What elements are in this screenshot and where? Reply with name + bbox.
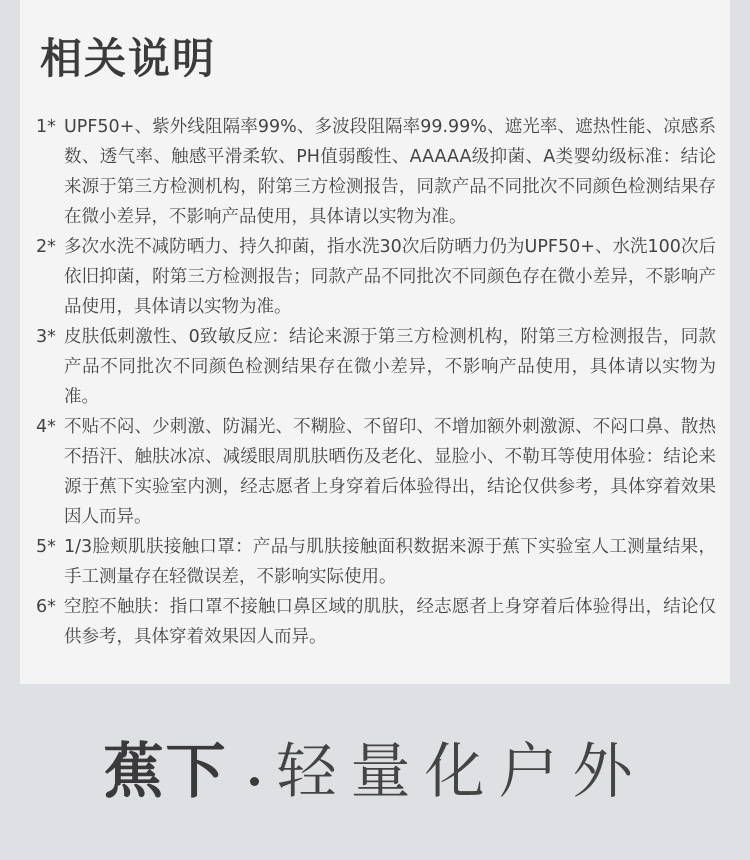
- note-item: [36, 592, 716, 652]
- brand-name: 蕉下: [103, 737, 228, 807]
- note-item: [36, 232, 716, 322]
- note-text: 空腔不触肤：指口罩不接触口鼻区域的肌肤，经志愿者上身穿着后体验得出，结论仅供参考，具体穿着效果因人而异。: [64, 597, 716, 647]
- note-text: 多次水洗不减防晒力、持久抑菌，指水洗30次后防晒力仍为UPF50+、水洗100次后依旧抑菌，附第三方检测报告；同款产品不同批次不同颜色存在微小差异，不影响产品使用，具体请以实物为准。: [64, 237, 716, 317]
- note-number: 4*: [36, 417, 56, 437]
- note-item: [36, 322, 716, 412]
- brand-banner: [0, 736, 750, 808]
- note-text: 不贴不闷、少刺激、防漏光、不糊脸、不留印、不增加额外刺激源、不闷口鼻、散热不捂汗、触肤冰凉、减缓眼周肌肤晒伤及老化、显脸小、不勒耳等使用体验：结论来源于蕉下实验室内测，经志愿者上身穿着后体验得出，结论仅供参考，具体穿着效果因人而异。: [64, 417, 716, 527]
- note-text: 皮肤低刺激性、0致敏反应：结论来源于第三方检测机构，附第三方检测报告，同款产品不同批次不同颜色检测结果存在微小差异，不影响产品使用，具体请以实物为准。: [64, 327, 716, 407]
- note-number: 1*: [36, 117, 56, 137]
- note-number: 2*: [36, 237, 56, 257]
- note-text: UPF50+、紫外线阻隔率99%、多波段阻隔率99.99%、遮光率、遮热性能、凉感系数、透气率、触感平滑柔软、PH值弱酸性、AAAAA级抑菌、A类婴幼级标准：结论来源于第三方检测机构，附第三方检测报告，同款产品不同批次不同颜色检测结果存在微小差异，不影响产品使用，具体请以实物为准。: [64, 117, 716, 227]
- notes-panel: [20, 0, 730, 684]
- note-number: 5*: [36, 537, 56, 557]
- brand-slogan: 轻量化户外: [276, 737, 647, 807]
- separator-dot: [250, 777, 259, 786]
- note-item: [36, 412, 716, 532]
- note-text: 1/3脸颊肌肤接触口罩：产品与肌肤接触面积数据来源于蕉下实验室人工测量结果，手工测量存在轻微误差，不影响实际使用。: [64, 537, 716, 587]
- notes-list: [36, 112, 716, 652]
- note-number: 3*: [36, 327, 56, 347]
- note-item: [36, 532, 716, 592]
- page-title: 相关说明: [40, 34, 217, 83]
- note-item: [36, 112, 716, 232]
- note-number: 6*: [36, 597, 56, 617]
